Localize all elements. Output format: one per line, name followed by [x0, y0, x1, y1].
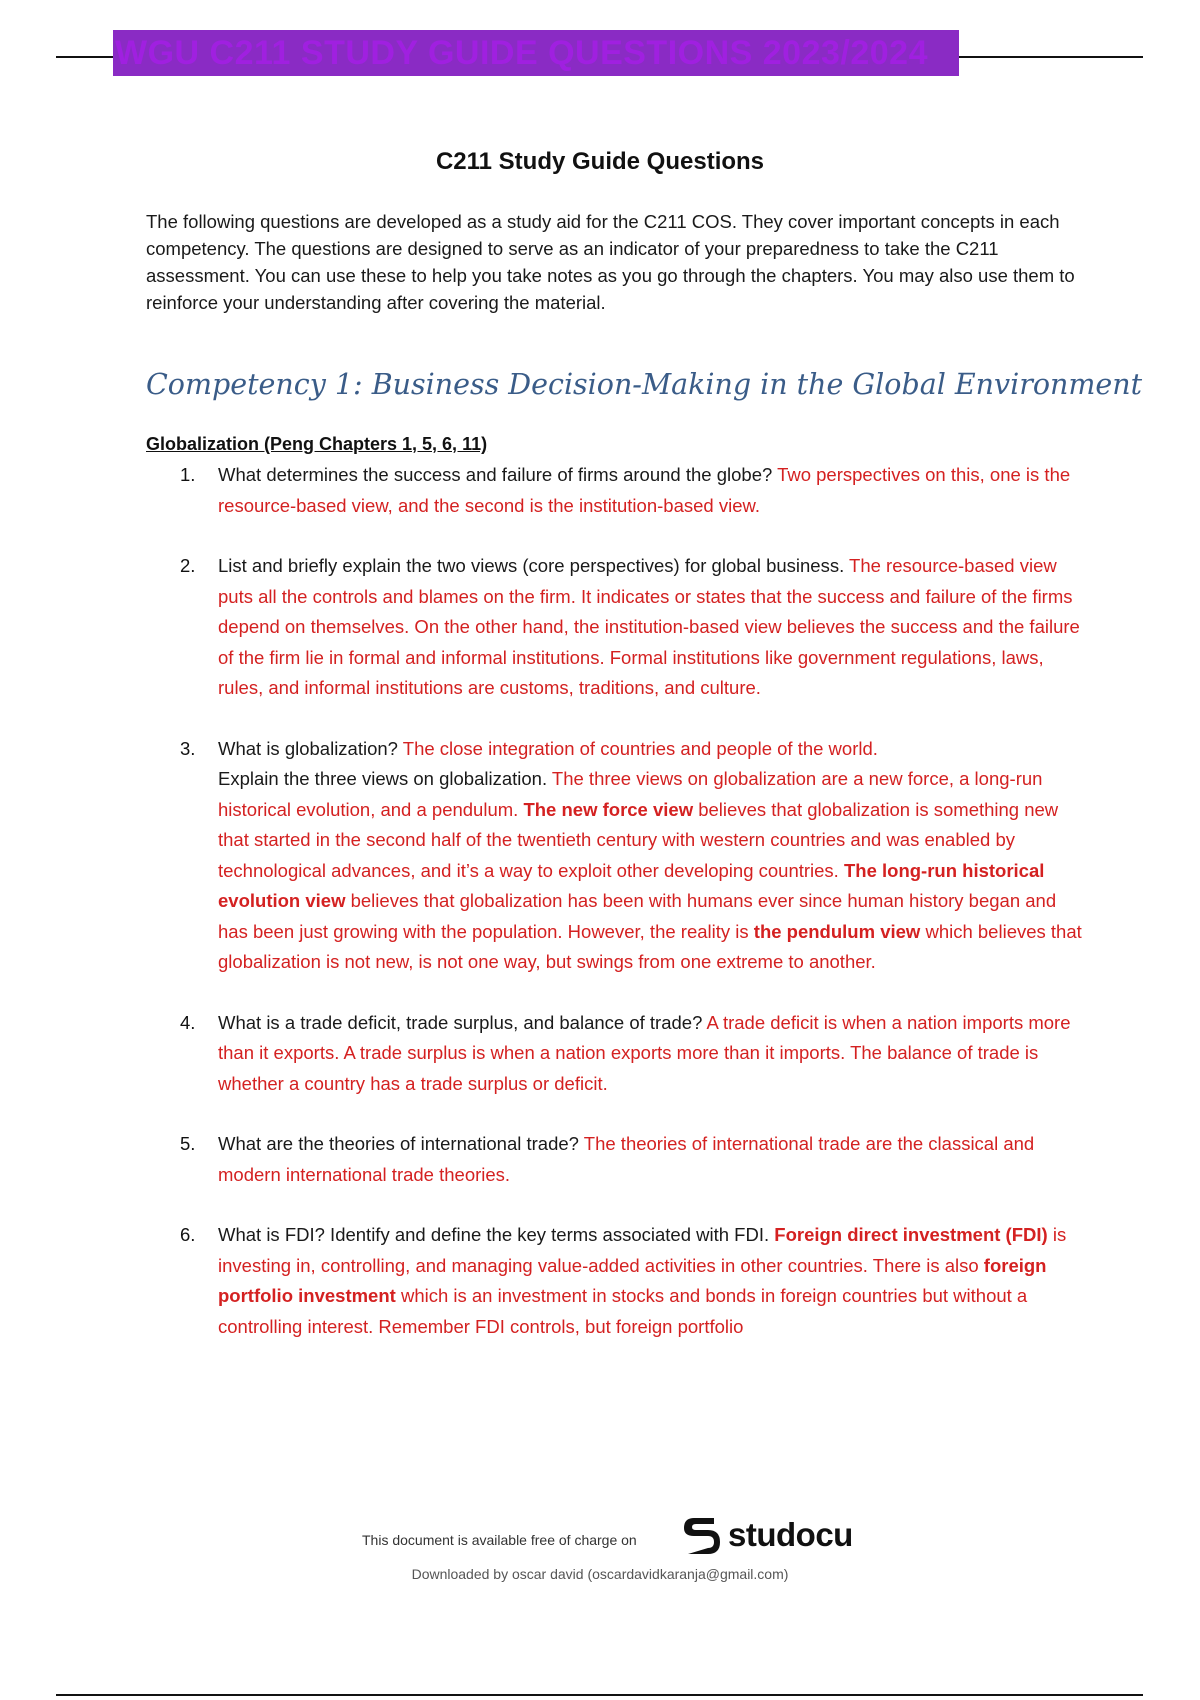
answer-text: The close integration of countries and people of the world.: [402, 737, 878, 759]
answer-key-term: the pendulum view: [753, 920, 921, 942]
question-item: [180, 734, 1090, 978]
answer-key-term: Foreign direct investment (FDI): [774, 1224, 1048, 1245]
question-item: [180, 551, 1090, 704]
question-text: What is globalization?: [218, 737, 403, 759]
bottom-rule: [56, 1694, 1143, 1696]
question-number: 3.: [180, 737, 196, 759]
studocu-logo-icon: [678, 1512, 724, 1558]
question-body: [218, 734, 1090, 978]
question-text: What determines the success and failure of firms around the globe?: [218, 464, 778, 485]
question-text: Explain the three views on globalization.: [218, 768, 552, 789]
question-number: 6.: [180, 1224, 196, 1245]
question-number: 4.: [180, 1011, 196, 1033]
question-body: [218, 1008, 1090, 1100]
question-text: What are the theories of international trade?: [218, 1133, 584, 1154]
answer-text: The resource-based view puts all the controls and blames on the firm. It indicates or states that the success and failure of the firms depend on themselves. On the other hand, the institution-based view believes the success and the failure of the firm lie in formal and informal institutions. Formal institutions like government regulations, laws, rules, and informal institutions are customs, traditions, and culture.: [218, 555, 1080, 698]
question-number: 5.: [180, 1133, 196, 1154]
answer-text: which is an investment in stocks and bonds in foreign countries but without a controlling interest. Remember FDI controls, but foreign portfolio: [218, 1285, 1028, 1337]
question-item: [180, 460, 1090, 521]
answer-text: The theories of international trade are the classical and modern international trade theories.: [218, 1133, 1035, 1185]
answer-text: Two perspectives on this, one is the resource-based view, and the second is the institution-based view.: [218, 464, 1071, 516]
question-number: 1.: [180, 464, 196, 485]
question-item: [180, 1008, 1090, 1100]
answer-text: The three views on globalization are a new force, a long-run historical evolution, and a pendulum.: [218, 768, 1043, 820]
intro-paragraph: The following questions are developed as a study aid for the C211 COS. They cover important concepts in each competency. The questions are designed to serve as an indicator of your preparedness to take the C211 assessment. You can use these to help you take notes as you go through the chapters. You may also use them to reinforce your understanding after covering the material.: [146, 211, 1075, 313]
footer-download-text: Downloaded by oscar david (oscardavidkaranja@gmail.com): [411, 1566, 789, 1582]
question-text: What is a trade deficit, trade surplus, and balance of trade?: [218, 1011, 707, 1033]
question-body: [218, 460, 1090, 521]
question-list: [180, 460, 1090, 1372]
question-number: 2.: [180, 555, 196, 576]
question-body: [218, 1220, 1090, 1342]
competency-heading: Competency 1: Business Decision-Making in the Global Environment: [146, 368, 1143, 401]
watermark-banner: WGU C211 STUDY GUIDE QUESTIONS 2023/2024: [113, 30, 959, 76]
answer-text: is investing in, controlling, and managing value-added activities in other countries. There is also: [218, 1224, 1067, 1276]
studocu-logo[interactable]: [678, 1512, 853, 1558]
document-title: C211 Study Guide Questions: [435, 148, 765, 175]
answer-key-term: The new force view: [523, 798, 694, 820]
answer-key-term: foreign portfolio investment: [218, 1254, 1047, 1306]
question-item: [180, 1220, 1090, 1342]
answer-text: A trade deficit is when a nation imports more than it exports. A trade surplus is when a nation exports more than it imports. The balance of trade is whether a country has a trade surplus or deficit.: [218, 1011, 1071, 1094]
studocu-brand-text: studocu: [728, 1516, 853, 1553]
question-text: List and briefly explain the two views (core perspectives) for global business.: [218, 555, 850, 576]
answer-text: which believes that globalization is not new, is not one way, but swings from one extreme to another.: [218, 920, 1082, 972]
answer-text: believes that globalization has been with humans ever since human history began and has been just growing with the population. However, the reality is: [218, 890, 1057, 942]
question-body: [218, 1129, 1090, 1190]
section-heading: Globalization (Peng Chapters 1, 5, 6, 11): [146, 434, 488, 454]
footer-availability-text: This document is available free of charge on: [362, 1532, 637, 1548]
question-item: [180, 1129, 1090, 1190]
answer-key-term: The long-run historical evolution view: [218, 859, 1045, 911]
answer-text: believes that globalization is something new that started in the second half of the twentieth century with western countries and was enabled by technological advances, and it’s a way to exploit other developing countries.: [218, 798, 1059, 881]
question-body: [218, 551, 1090, 704]
question-text: What is FDI? Identify and define the key terms associated with FDI.: [218, 1224, 775, 1245]
